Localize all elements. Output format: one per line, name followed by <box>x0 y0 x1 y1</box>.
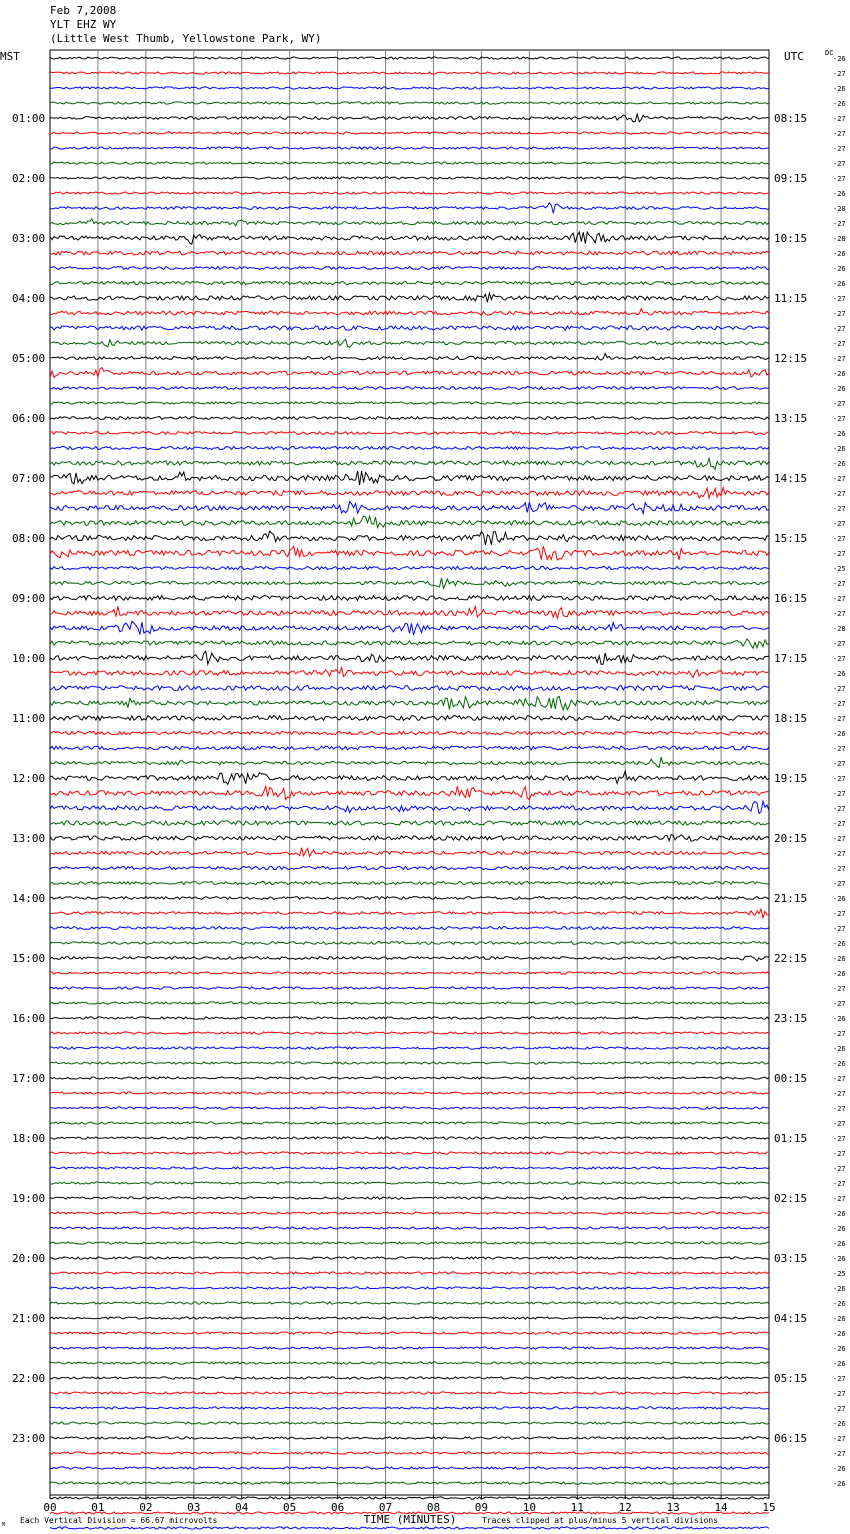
trace-row <box>50 339 769 347</box>
dc-offset-label: -26 <box>833 1420 846 1428</box>
trace-row <box>50 909 769 918</box>
trace-row <box>50 1047 769 1049</box>
dc-offset-label: -26 <box>833 100 846 108</box>
trace-row <box>50 57 769 59</box>
dc-offset-label: -27 <box>833 655 846 663</box>
dc-offset-label: -27 <box>833 805 846 813</box>
x-tick-label: 00 <box>43 1501 57 1514</box>
dc-offset-label: -26 <box>833 190 846 198</box>
trace-row <box>50 639 769 648</box>
mst-hour-label: 22:00 <box>12 1372 46 1385</box>
dc-offset-label: -26 <box>833 1060 846 1068</box>
trace-row <box>50 771 769 784</box>
trace-row <box>50 786 769 800</box>
trace-row <box>50 1497 769 1499</box>
dc-offset-label: -26 <box>833 280 846 288</box>
trace-row <box>50 1092 769 1094</box>
dc-offset-label: -27 <box>833 1090 846 1098</box>
dc-offset-label: -26 <box>833 1240 846 1248</box>
x-tick-label: 08 <box>426 1501 441 1514</box>
utc-hour-label: 18:15 <box>774 712 808 725</box>
trace-row <box>50 1062 769 1064</box>
mst-hour-label: 21:00 <box>12 1312 46 1325</box>
x-tick-label: 09 <box>474 1501 489 1514</box>
trace-row <box>50 1272 769 1274</box>
trace-row <box>50 516 769 528</box>
trace-row <box>50 1182 769 1184</box>
dc-offset-label: -27 <box>833 595 846 603</box>
dc-offset-label: -27 <box>833 760 846 768</box>
trace-row <box>50 446 769 449</box>
dc-offset-label: -27 <box>833 1390 846 1398</box>
trace-row <box>50 1317 769 1319</box>
trace-row <box>50 668 769 678</box>
trace-row <box>50 897 769 900</box>
dc-offset-label: -27 <box>833 1180 846 1188</box>
dc-offset-label: -27 <box>833 1000 846 1008</box>
mst-hour-label: 10:00 <box>12 652 46 665</box>
trace-row <box>50 1242 769 1244</box>
station-code: YLT EHZ WY <box>50 18 117 31</box>
dc-offset-label: -27 <box>833 745 846 753</box>
trace-row <box>50 387 769 390</box>
trace-row <box>50 1302 769 1304</box>
x-tick-label: 01 <box>91 1501 105 1514</box>
trace-row <box>50 1212 769 1214</box>
utc-hour-label: 04:15 <box>774 1312 808 1325</box>
dc-offset-label: -26 <box>833 85 846 93</box>
dc-offset-label: -27 <box>833 70 846 78</box>
trace-row <box>50 87 769 89</box>
trace-row <box>50 1152 769 1154</box>
trace-row <box>50 1032 769 1034</box>
dc-offset-label: -26 <box>833 730 846 738</box>
dc-offset-label: -26 <box>833 445 846 453</box>
trace-row <box>50 219 769 226</box>
utc-hour-label: 14:15 <box>774 472 808 485</box>
x-tick-label: 03 <box>187 1501 201 1514</box>
utc-hour-label: 21:15 <box>774 892 808 905</box>
dc-offset-label: -27 <box>833 700 846 708</box>
right-timezone-label: UTC <box>784 50 804 63</box>
trace-row <box>50 293 769 302</box>
trace-row <box>50 488 769 499</box>
mst-hour-label: 19:00 <box>12 1192 46 1205</box>
dc-offset-label: -27 <box>833 985 846 993</box>
trace-row <box>50 1122 769 1124</box>
dc-offset-label: -26 <box>833 1285 846 1293</box>
x-tick-label: 05 <box>283 1501 297 1514</box>
mst-hour-label: 08:00 <box>12 532 46 545</box>
trace-row <box>50 531 769 545</box>
trace-row <box>50 651 769 664</box>
trace-row <box>50 1002 769 1004</box>
trace-row <box>50 1452 769 1454</box>
dc-offset-label: -27 <box>833 910 846 918</box>
utc-hour-label: 01:15 <box>774 1132 808 1145</box>
trace-row <box>50 417 769 420</box>
trace-row <box>50 309 769 316</box>
trace-row <box>50 1077 769 1079</box>
mst-hour-label: 23:00 <box>12 1432 46 1445</box>
x-tick-label: 14 <box>714 1501 728 1514</box>
utc-hour-label: 11:15 <box>774 292 808 305</box>
mst-hour-label: 03:00 <box>12 232 46 245</box>
trace-row <box>50 821 769 825</box>
dc-offset-label: -26 <box>833 1315 846 1323</box>
dc-offset-label: -27 <box>833 1195 846 1203</box>
vertical-division-note: Each Vertical Division = 66.67 microvolts <box>20 1516 218 1525</box>
dc-offset-label: -27 <box>833 355 846 363</box>
mst-hour-label: 20:00 <box>12 1252 46 1265</box>
trace-row <box>50 72 769 74</box>
trace-row <box>50 114 769 122</box>
utc-hour-label: 06:15 <box>774 1432 808 1445</box>
dc-offset-label: -27 <box>833 490 846 498</box>
dc-offset-label: -27 <box>833 685 846 693</box>
x-axis-title: TIME (MINUTES) <box>363 1513 457 1526</box>
dc-offset-label: -27 <box>833 415 846 423</box>
trace-row <box>50 942 769 945</box>
chart-date: Feb 7,2008 <box>50 4 117 17</box>
dc-offset-label: -27 <box>833 175 846 183</box>
dc-offset-label: -26 <box>833 1360 846 1368</box>
trace-row <box>50 606 769 618</box>
dc-offset-label: -26 <box>833 670 846 678</box>
trace-row <box>50 192 769 194</box>
dc-offset-label: -27 <box>833 325 846 333</box>
mst-hour-label: 05:00 <box>12 352 46 365</box>
trace-row <box>50 731 769 735</box>
mst-hour-label: 17:00 <box>12 1072 46 1085</box>
trace-row <box>50 972 769 974</box>
dc-offset-label: -27 <box>833 115 846 123</box>
trace-row <box>50 546 769 560</box>
dc-offset-label: -26 <box>833 250 846 258</box>
mst-hour-label: 01:00 <box>12 112 46 125</box>
trace-row <box>50 232 769 244</box>
utc-hour-label: 09:15 <box>774 172 808 185</box>
trace-row <box>50 927 769 930</box>
mst-hour-label: 06:00 <box>12 412 46 425</box>
dc-offset-label: -26 <box>833 385 846 393</box>
dc-offset-label: -27 <box>833 1435 846 1443</box>
dc-offset-label: -26 <box>833 1210 846 1218</box>
dc-offset-label: -27 <box>833 1405 846 1413</box>
trace-row <box>50 1017 769 1019</box>
station-location: (Little West Thumb, Yellowstone Park, WY) <box>50 32 322 45</box>
mst-hour-label: 13:00 <box>12 832 46 845</box>
dc-offset-label: -26 <box>833 1300 846 1308</box>
dc-offset-label: -27 <box>833 1375 846 1383</box>
mst-hour-label: 09:00 <box>12 592 46 605</box>
trace-row <box>50 471 769 485</box>
trace-row <box>50 177 769 179</box>
trace-row <box>50 1332 769 1334</box>
trace-row <box>50 697 769 710</box>
trace-row <box>50 1227 769 1229</box>
dc-offset-label: -25 <box>833 1270 846 1278</box>
dc-offset-label: -27 <box>833 160 846 168</box>
trace-row <box>50 1467 769 1469</box>
trace-row <box>50 835 769 842</box>
trace-row <box>50 866 769 869</box>
x-tick-label: 04 <box>235 1501 249 1514</box>
dc-offset-label: -27 <box>833 1450 846 1458</box>
trace-row <box>50 1527 769 1529</box>
dc-offset-label: -27 <box>833 130 846 138</box>
trace-row <box>50 102 769 104</box>
dc-offset-label: -27 <box>833 610 846 618</box>
dc-offset-label: -27 <box>833 400 846 408</box>
trace-row <box>50 1257 769 1259</box>
mst-hour-label: 07:00 <box>12 472 46 485</box>
x-tick-label: 07 <box>378 1501 393 1514</box>
dc-offset-label: -27 <box>833 790 846 798</box>
dc-offset-label: -26 <box>833 940 846 948</box>
dc-offset-label: -26 <box>833 1015 846 1023</box>
utc-hour-label: 20:15 <box>774 832 808 845</box>
dc-offset-label: -27 <box>833 505 846 513</box>
utc-hour-label: 23:15 <box>774 1012 808 1025</box>
dc-offset-label: -26 <box>833 955 846 963</box>
dc-offset-label: -27 <box>833 145 846 153</box>
left-timezone-label: MST <box>0 50 20 63</box>
dc-offset-label: -27 <box>833 580 846 588</box>
utc-hour-label: 05:15 <box>774 1372 808 1385</box>
dc-offset-label: -27 <box>833 1165 846 1173</box>
dc-offset-label: -26 <box>833 1480 846 1488</box>
trace-row <box>50 458 769 469</box>
dc-offset-label: -26 <box>833 1465 846 1473</box>
dc-offset-label: -27 <box>833 340 846 348</box>
utc-hour-label: 03:15 <box>774 1252 808 1265</box>
trace-row <box>50 1392 769 1394</box>
utc-hour-label: 19:15 <box>774 772 808 785</box>
trace-row <box>50 368 769 378</box>
dc-offset-label: -26 <box>833 1045 846 1053</box>
trace-row <box>50 1482 769 1484</box>
dc-offset-label: -27 <box>833 820 846 828</box>
dc-offset-label: -26 <box>833 430 846 438</box>
trace-row <box>50 686 769 691</box>
dc-offset-label: -27 <box>833 865 846 873</box>
trace-row <box>50 132 769 134</box>
dc-offset-label: -27 <box>833 220 846 228</box>
dc-offset-label: -27 <box>833 520 846 528</box>
trace-row <box>50 578 769 589</box>
dc-offset-label: -27 <box>833 1030 846 1038</box>
trace-row <box>50 1407 769 1409</box>
trace-row <box>50 162 769 164</box>
dc-offset-label: -27 <box>833 775 846 783</box>
dc-offset-label: -26 <box>833 265 846 273</box>
trace-row <box>50 987 769 989</box>
trace-row <box>50 1377 769 1379</box>
dc-offset-label: -27 <box>833 850 846 858</box>
dc-offset-label: -26 <box>833 970 846 978</box>
utc-hour-label: 17:15 <box>774 652 808 665</box>
dc-offset-label: -26 <box>833 1345 846 1353</box>
trace-row <box>50 1107 769 1109</box>
dc-offset-label: -27 <box>833 715 846 723</box>
dc-offset-label: -27 <box>833 835 846 843</box>
trace-row <box>50 1197 769 1199</box>
trace-row <box>50 281 769 284</box>
x-tick-label: 15 <box>762 1501 776 1514</box>
trace-row <box>50 621 769 635</box>
utc-hour-label: 00:15 <box>774 1072 808 1085</box>
trace-row <box>50 746 769 750</box>
dc-offset-label: -26 <box>833 55 846 63</box>
dc-label: DC <box>825 49 834 57</box>
mst-hour-label: 18:00 <box>12 1132 46 1145</box>
trace-row <box>50 326 769 330</box>
trace-row <box>50 757 769 767</box>
mst-hour-label: 11:00 <box>12 712 46 725</box>
dc-offset-label: -26 <box>833 370 846 378</box>
dc-offset-label: -27 <box>833 925 846 933</box>
dc-offset-label: -27 <box>833 475 846 483</box>
utc-hour-label: 16:15 <box>774 592 808 605</box>
mst-hour-label: 14:00 <box>12 892 46 905</box>
trace-row <box>50 716 769 721</box>
clipping-note: Traces clipped at plus/minus 5 vertical divisions <box>482 1516 719 1525</box>
mst-hour-label: 12:00 <box>12 772 46 785</box>
dc-offset-label: -28 <box>833 205 846 213</box>
dc-offset-label: -27 <box>833 1105 846 1113</box>
utc-hour-label: 13:15 <box>774 412 808 425</box>
x-tick-label: 13 <box>666 1501 680 1514</box>
trace-row <box>50 801 769 813</box>
trace-row <box>50 1422 769 1424</box>
trace-row <box>50 354 769 361</box>
dc-offset-label: -27 <box>833 640 846 648</box>
x-tick-label: 10 <box>522 1501 536 1514</box>
dc-offset-label: -27 <box>833 1135 846 1143</box>
trace-row <box>50 147 769 149</box>
utc-hour-label: 08:15 <box>774 112 808 125</box>
dc-offset-label: -25 <box>833 565 846 573</box>
trace-row <box>50 566 769 569</box>
utc-hour-label: 10:15 <box>774 232 808 245</box>
dc-offset-label: -27 <box>833 1150 846 1158</box>
trace-row <box>50 596 769 601</box>
dc-offset-label: -27 <box>833 880 846 888</box>
dc-offset-label: -27 <box>833 1075 846 1083</box>
trace-row <box>50 881 769 884</box>
trace-row <box>50 1437 769 1439</box>
dc-offset-label: -28 <box>833 235 846 243</box>
dc-offset-label: -28 <box>833 625 846 633</box>
trace-row <box>50 848 769 857</box>
mst-hour-label: 02:00 <box>12 172 46 185</box>
trace-row <box>50 1287 769 1289</box>
dc-offset-label: -27 <box>833 1120 846 1128</box>
dc-offset-label: -26 <box>833 1330 846 1338</box>
dc-offset-label: -27 <box>833 295 846 303</box>
dc-offset-label: -26 <box>833 460 846 468</box>
corner-mark: M <box>2 1522 6 1528</box>
trace-row <box>50 432 769 435</box>
dc-offset-label: -26 <box>833 1255 846 1263</box>
mst-hour-label: 15:00 <box>12 952 46 965</box>
mst-hour-label: 04:00 <box>12 292 46 305</box>
trace-row <box>50 956 769 961</box>
dc-offset-label: -27 <box>833 535 846 543</box>
utc-hour-label: 02:15 <box>774 1192 808 1205</box>
utc-hour-label: 15:15 <box>774 532 808 545</box>
dc-offset-label: -27 <box>833 550 846 558</box>
trace-row <box>50 402 769 404</box>
trace-row <box>50 1167 769 1169</box>
utc-hour-label: 22:15 <box>774 952 808 965</box>
x-tick-label: 06 <box>330 1501 345 1514</box>
x-tick-label: 02 <box>139 1501 153 1514</box>
trace-row <box>50 203 769 213</box>
x-tick-label: 12 <box>618 1501 632 1514</box>
trace-row <box>50 1347 769 1349</box>
trace-row <box>50 1362 769 1364</box>
dc-offset-label: -26 <box>833 895 846 903</box>
utc-hour-label: 12:15 <box>774 352 808 365</box>
dc-offset-label: -27 <box>833 310 846 318</box>
trace-row <box>50 1137 769 1139</box>
x-tick-label: 11 <box>570 1501 584 1514</box>
mst-hour-label: 16:00 <box>12 1012 46 1025</box>
dc-offset-label: -26 <box>833 1225 846 1233</box>
trace-row <box>50 251 769 255</box>
trace-row <box>50 502 769 514</box>
trace-row <box>50 267 769 270</box>
